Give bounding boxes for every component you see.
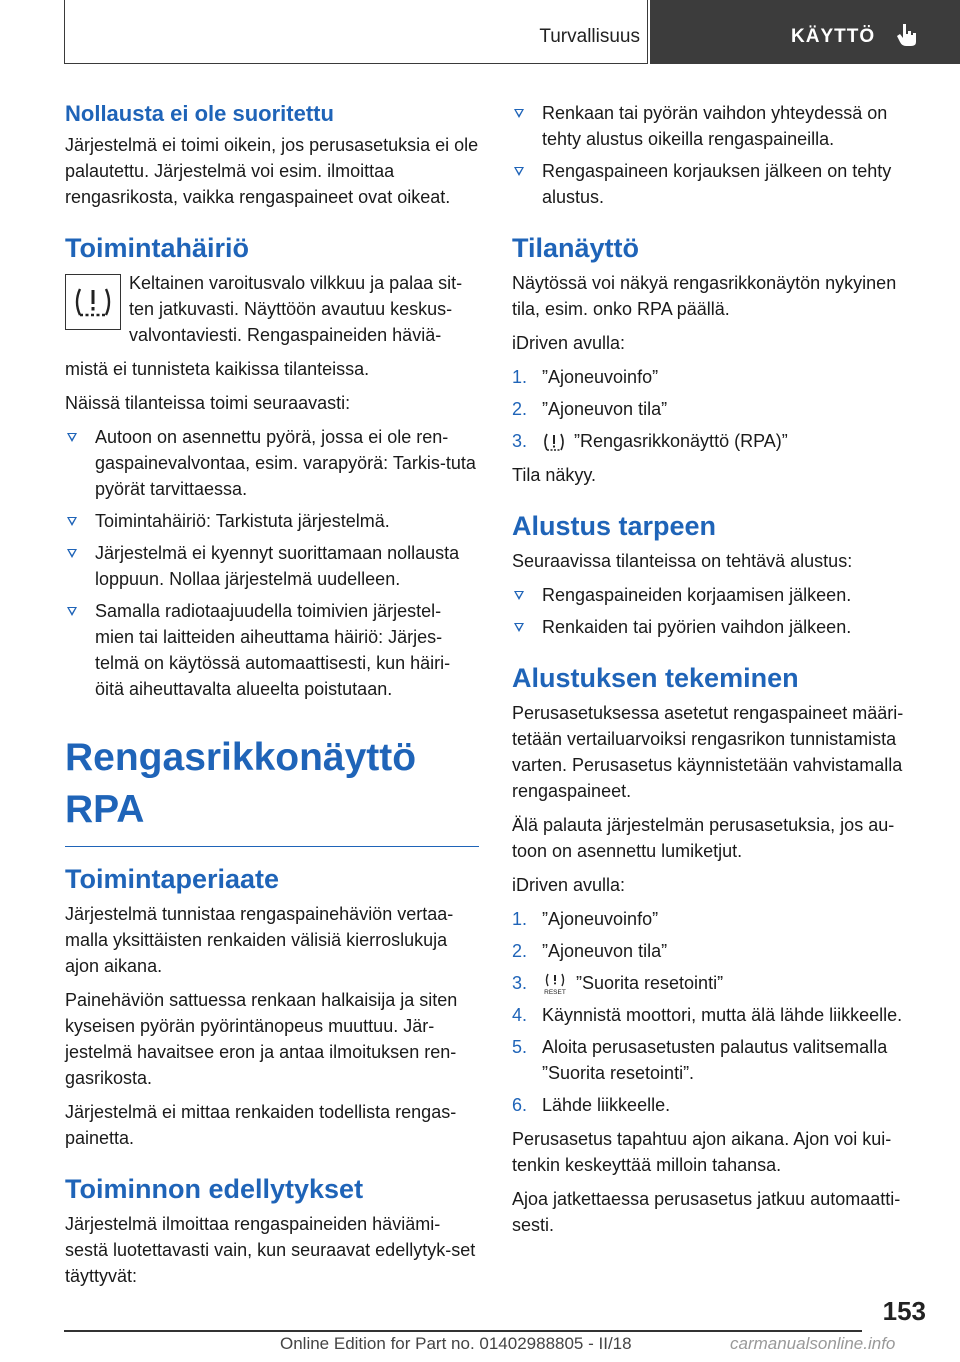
reset-label: RESET (544, 989, 566, 997)
paragraph: Näissä tilanteissa toimi seuraavasti: (65, 393, 351, 413)
list-item: 1. ”Ajoneuvoinfo” (512, 367, 659, 387)
heading-rpa: Rengasrikkonäyttö RPA (65, 736, 417, 831)
paragraph: iDriven avulla: (512, 333, 626, 353)
tire-pressure-icon (542, 431, 566, 453)
warning-text-continued: mistä ei tunnisteta kaikissa tilanteissa. (65, 359, 370, 379)
list-item: 4. Käynnistä moottori, mutta älä lähde liikkeelle. (512, 1005, 903, 1026)
left-column (65, 100, 479, 1297)
heading-toimintahairio: Toimintahäiriö (65, 233, 250, 263)
paragraph: Perusasetus tapahtuu ajon aikana. Ajon voi kui-tenkin keskeyttää milloin tahansa. (512, 1129, 892, 1176)
list-item: 3. RESET ”Suorita resetointi” (512, 973, 724, 997)
heading-edellytykset: Toiminnon edellytykset (65, 1174, 364, 1204)
list-item: Renkaan tai pyörän vaihdon yhteydessä on tehty alustus oikeilla rengaspaineilla. (512, 100, 926, 152)
hand-pointer-icon (894, 22, 920, 48)
list-item: Samalla radiotaajuudella toimivien järjestel-mien tai laitteiden aiheuttama häiriö: Järjes-telmä on käytössä automaattisesti, kun häiri-öitä aiheuttavalta alueelta poistutaan. (65, 598, 479, 702)
right-column (512, 100, 926, 1246)
list-item: 2. ”Ajoneuvon tila” (512, 941, 668, 961)
heading-tilanaytto: Tilanäyttö (512, 233, 640, 263)
chapter-title: KÄYTTÖ (791, 26, 876, 47)
list-item: Järjestelmä ei kyennyt suorittamaan nollausta loppuun. Nollaa järjestelmä uudelleen. (65, 540, 479, 592)
paragraph: Perusasetuksessa asetetut rengaspaineet määri-tetään vertailuarvoiksi rengasrikon tunnistamista varten. Perusasetus käynnistetään vahvistamalla rengaspaineet. (512, 703, 904, 801)
list-item: Renkaiden tai pyörien vaihdon jälkeen. (512, 614, 926, 640)
paragraph: Järjestelmä ilmoittaa rengaspaineiden häviämi-sestä luotettavasti vain, kun seuraavat edellytyk-set täyttyvät: (65, 1214, 476, 1286)
heading-alustus-tarpeen: Alustus tarpeen (512, 511, 717, 541)
paragraph: Seuraavissa tilanteissa on tehtävä alustus: (512, 551, 853, 571)
bullet-list (512, 100, 926, 210)
list-item: Rengaspaineen korjauksen jälkeen on tehty alustus. (512, 158, 926, 210)
footer-edition: Online Edition for Part no. 01402988805 - II/18 (280, 1334, 632, 1353)
bullet-list (65, 424, 479, 702)
heading-nollausta: Nollausta ei ole suoritettu (65, 101, 334, 126)
chapter-badge (650, 0, 960, 64)
list-item: 6. Lähde liikkeelle. (512, 1095, 671, 1116)
list-item: 5. Aloita perusasetusten palautus valitsemalla ”Suorita resetointi”. (512, 1037, 888, 1084)
paragraph: Ajoa jatkettaessa perusasetus jatkuu automaatti-sesti. (512, 1189, 901, 1236)
list-item: Rengaspaineiden korjaamisen jälkeen. (512, 582, 926, 608)
paragraph: Näytössä voi näkyä rengasrikkonäytön nykyinen tila, esim. onko RPA päällä. (512, 273, 897, 319)
paragraph: Järjestelmä ei mittaa renkaiden todellista rengas-painetta. (65, 1102, 457, 1148)
warning-text: Keltainen varoitusvalo vilkkuu ja palaa sit-ten jatkuvasti. Näyttöön avautuu keskus-valvontaviesti. Rengaspaineiden häviä- (129, 273, 463, 345)
paragraph: Painehäviön sattuessa renkaan halkaisija ja siten kyseisen pyörän pyörintänopeus muuttuu. Jär-jestelmä havaitsee eron ja antaa ilmoituksen ren-gasrikosta. (65, 990, 458, 1088)
tire-pressure-warning-icon (65, 274, 121, 330)
list-item: 2. ”Ajoneuvon tila” (512, 399, 668, 419)
tire-reset-icon (542, 972, 568, 996)
list-item: 1. ”Ajoneuvoinfo” (512, 909, 659, 929)
paragraph: Järjestelmä tunnistaa rengaspainehäviön vertaa-malla yksittäisten renkaiden välisiä kierroslukuja ajon aikana. (65, 904, 454, 976)
header-section-title: Turvallisuus (539, 26, 640, 47)
bullet-list (512, 582, 926, 640)
warning-block (65, 270, 479, 356)
list-item: 3. ”Rengasrikkonäyttö (RPA)” (512, 428, 926, 454)
list-item: Toimintahäiriö: Tarkistuta järjestelmä. (65, 508, 479, 534)
heading-toimintaperiaate: Toimintaperiaate (65, 864, 280, 894)
chapter-heading-wrap (65, 732, 479, 847)
page-number: 153 (882, 1296, 926, 1326)
paragraph: Järjestelmä ei toimi oikein, jos perusasetuksia ei ole palautettu. Järjestelmä voi esim. ilmoittaa rengasrikosta, vaikka rengaspaineet ovat oikeat. (65, 135, 479, 207)
heading-alustuksen-tekeminen: Alustuksen tekeminen (512, 663, 799, 693)
paragraph: Tila näkyy. (512, 465, 597, 485)
numbered-list (512, 906, 926, 1118)
paragraph: iDriven avulla: (512, 875, 626, 895)
paragraph: Älä palauta järjestelmän perusasetuksia, jos au-toon on asennettu lumiketjut. (512, 815, 895, 861)
footer-watermark: carmanualsonline.info (730, 1334, 896, 1353)
list-item: Autoon on asennettu pyörä, jossa ei ole ren-gaspainevalvontaa, esim. varapyörä: Tarkis-tuta pyörät tarvittaessa. (65, 424, 479, 502)
footer-divider (64, 1330, 862, 1332)
numbered-list (512, 364, 926, 454)
